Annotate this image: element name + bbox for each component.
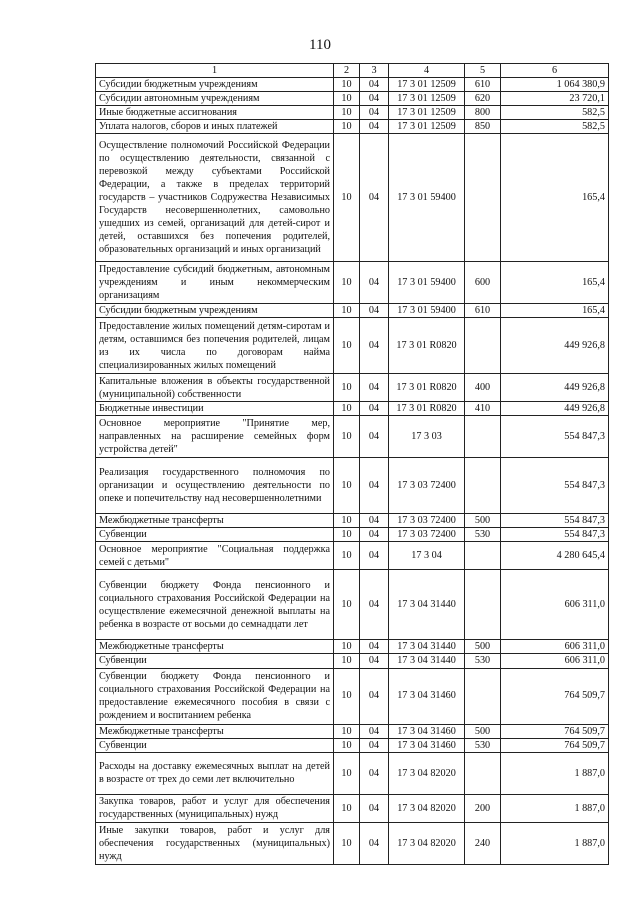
budget-table [95, 63, 609, 865]
amount-cell: 764 509,7 [501, 668, 609, 724]
table-row [96, 570, 609, 640]
table-row [96, 654, 609, 668]
amount-cell: 4 280 645,4 [501, 542, 609, 570]
section-cell: 10 [334, 822, 360, 864]
row-name-cell: Уплата налогов, сборов и иных платежей [96, 120, 334, 134]
target-cell: 17 3 01 12509 [389, 78, 465, 92]
table-header-row [96, 64, 609, 78]
target-cell: 17 3 01 R0820 [389, 402, 465, 416]
subsection-cell: 04 [360, 822, 389, 864]
amount-cell: 165,4 [501, 304, 609, 318]
amount-cell: 606 311,0 [501, 640, 609, 654]
target-cell: 17 3 01 12509 [389, 106, 465, 120]
table-row [96, 402, 609, 416]
expense-type-cell: 800 [465, 106, 501, 120]
subsection-cell: 04 [360, 514, 389, 528]
column-header: 3 [360, 64, 389, 78]
table-row [96, 374, 609, 402]
expense-type-cell: 200 [465, 794, 501, 822]
target-cell: 17 3 01 12509 [389, 92, 465, 106]
section-cell: 10 [334, 402, 360, 416]
column-header: 6 [501, 64, 609, 78]
section-cell: 10 [334, 794, 360, 822]
row-name-cell: Субвенции [96, 528, 334, 542]
table-row [96, 668, 609, 724]
amount-cell: 554 847,3 [501, 514, 609, 528]
section-cell: 10 [334, 78, 360, 92]
row-name-cell: Субвенции бюджету Фонда пенсионного и социального страхования Российской Федерации на осуществление ежемесячной денежной выплаты на ребенка в возрасте от восьми до семнадцати лет [96, 570, 334, 640]
target-cell: 17 3 01 R0820 [389, 318, 465, 374]
section-cell: 10 [334, 134, 360, 262]
column-header: 1 [96, 64, 334, 78]
subsection-cell: 04 [360, 120, 389, 134]
row-name-cell: Реализация государственного полномочия по организации и осуществлению деятельности по опеке и попечительству над несовершеннолетними [96, 458, 334, 514]
table-row [96, 78, 609, 92]
section-cell: 10 [334, 668, 360, 724]
target-cell: 17 3 03 72400 [389, 514, 465, 528]
row-name-cell: Основное мероприятие "Социальная поддержка семей с детьми" [96, 542, 334, 570]
subsection-cell: 04 [360, 738, 389, 752]
expense-type-cell [465, 570, 501, 640]
target-cell: 17 3 01 59400 [389, 304, 465, 318]
table-row [96, 794, 609, 822]
amount-cell: 449 926,8 [501, 402, 609, 416]
row-name-cell: Предоставление жилых помещений детям-сиротам и детям, оставшимся без попечения родителей, лицам из их числа по договорам найма специализированных жилых помещений [96, 318, 334, 374]
subsection-cell: 04 [360, 752, 389, 794]
target-cell: 17 3 04 31460 [389, 668, 465, 724]
expense-type-cell [465, 134, 501, 262]
table-row [96, 640, 609, 654]
amount-cell: 554 847,3 [501, 416, 609, 458]
amount-cell: 1 887,0 [501, 822, 609, 864]
subsection-cell: 04 [360, 570, 389, 640]
subsection-cell: 04 [360, 542, 389, 570]
row-name-cell: Капитальные вложения в объекты государственной (муниципальной) собственности [96, 374, 334, 402]
table-row [96, 120, 609, 134]
expense-type-cell [465, 458, 501, 514]
table-row [96, 724, 609, 738]
section-cell: 10 [334, 514, 360, 528]
row-name-cell: Основное мероприятие "Принятие мер, направленных на расширение семейных форм устройства детей" [96, 416, 334, 458]
target-cell: 17 3 04 82020 [389, 752, 465, 794]
table-row [96, 458, 609, 514]
subsection-cell: 04 [360, 668, 389, 724]
row-name-cell: Иные бюджетные ассигнования [96, 106, 334, 120]
amount-cell: 165,4 [501, 262, 609, 304]
target-cell: 17 3 04 31460 [389, 724, 465, 738]
subsection-cell: 04 [360, 106, 389, 120]
table-row [96, 92, 609, 106]
row-name-cell: Субвенции [96, 738, 334, 752]
expense-type-cell: 620 [465, 92, 501, 106]
expense-type-cell [465, 318, 501, 374]
amount-cell: 1 064 380,9 [501, 78, 609, 92]
expense-type-cell: 500 [465, 640, 501, 654]
expense-type-cell: 530 [465, 738, 501, 752]
table-row [96, 134, 609, 262]
expense-type-cell: 530 [465, 654, 501, 668]
target-cell: 17 3 04 82020 [389, 822, 465, 864]
subsection-cell: 04 [360, 528, 389, 542]
target-cell: 17 3 01 R0820 [389, 374, 465, 402]
subsection-cell: 04 [360, 402, 389, 416]
expense-type-cell: 410 [465, 402, 501, 416]
subsection-cell: 04 [360, 262, 389, 304]
table-row [96, 106, 609, 120]
section-cell: 10 [334, 570, 360, 640]
section-cell: 10 [334, 92, 360, 106]
section-cell: 10 [334, 654, 360, 668]
expense-type-cell [465, 416, 501, 458]
page-number: 110 [309, 37, 331, 53]
target-cell: 17 3 04 [389, 542, 465, 570]
row-name-cell: Иные закупки товаров, работ и услуг для обеспечения государственных (муниципальных) нужд [96, 822, 334, 864]
subsection-cell: 04 [360, 724, 389, 738]
target-cell: 17 3 04 82020 [389, 794, 465, 822]
row-name-cell: Субсидии бюджетным учреждениям [96, 78, 334, 92]
amount-cell: 554 847,3 [501, 458, 609, 514]
section-cell: 10 [334, 262, 360, 304]
row-name-cell: Бюджетные инвестиции [96, 402, 334, 416]
section-cell: 10 [334, 542, 360, 570]
table-row [96, 528, 609, 542]
section-cell: 10 [334, 416, 360, 458]
target-cell: 17 3 01 59400 [389, 262, 465, 304]
subsection-cell: 04 [360, 458, 389, 514]
target-cell: 17 3 04 31440 [389, 654, 465, 668]
row-name-cell: Субвенции бюджету Фонда пенсионного и социального страхования Российской Федерации на предоставление ежемесячного пособия в связи с рождением и воспитанием ребенка [96, 668, 334, 724]
amount-cell: 764 509,7 [501, 724, 609, 738]
row-name-cell: Межбюджетные трансферты [96, 640, 334, 654]
table-row [96, 318, 609, 374]
row-name-cell: Субсидии автономным учреждениям [96, 92, 334, 106]
expense-type-cell [465, 542, 501, 570]
amount-cell: 554 847,3 [501, 528, 609, 542]
row-name-cell: Расходы на доставку ежемесячных выплат на детей в возрасте от трех до семи лет включительно [96, 752, 334, 794]
amount-cell: 1 887,0 [501, 752, 609, 794]
table-row [96, 822, 609, 864]
subsection-cell: 04 [360, 374, 389, 402]
target-cell: 17 3 04 31440 [389, 570, 465, 640]
target-cell: 17 3 03 72400 [389, 528, 465, 542]
subsection-cell: 04 [360, 78, 389, 92]
expense-type-cell: 400 [465, 374, 501, 402]
expense-type-cell: 240 [465, 822, 501, 864]
section-cell: 10 [334, 106, 360, 120]
expense-type-cell: 610 [465, 304, 501, 318]
table-row [96, 416, 609, 458]
amount-cell: 582,5 [501, 106, 609, 120]
table-row [96, 542, 609, 570]
table-row [96, 514, 609, 528]
target-cell: 17 3 04 31440 [389, 640, 465, 654]
row-name-cell: Осуществление полномочий Российской Федерации по осуществлению деятельности, связанной с перевозкой между субъектами Российской Федерации, а также в пределах территорий государств – участников Содружества Независимых Государств несовершеннолетних, самовольно ушедших из семей, организаций для детей-сирот и детей, оставшихся без попечения родителей, образовательных организаций и иных организаций [96, 134, 334, 262]
subsection-cell: 04 [360, 318, 389, 374]
section-cell: 10 [334, 120, 360, 134]
section-cell: 10 [334, 528, 360, 542]
amount-cell: 582,5 [501, 120, 609, 134]
table-row [96, 304, 609, 318]
row-name-cell: Предоставление субсидий бюджетным, автономным учреждениям и иным некоммерческим организациям [96, 262, 334, 304]
row-name-cell: Межбюджетные трансферты [96, 724, 334, 738]
column-header: 2 [334, 64, 360, 78]
section-cell: 10 [334, 304, 360, 318]
amount-cell: 23 720,1 [501, 92, 609, 106]
column-header: 5 [465, 64, 501, 78]
expense-type-cell [465, 668, 501, 724]
amount-cell: 449 926,8 [501, 374, 609, 402]
subsection-cell: 04 [360, 134, 389, 262]
section-cell: 10 [334, 738, 360, 752]
expense-type-cell: 610 [465, 78, 501, 92]
table-row [96, 262, 609, 304]
target-cell: 17 3 04 31460 [389, 738, 465, 752]
target-cell: 17 3 01 59400 [389, 134, 465, 262]
row-name-cell: Закупка товаров, работ и услуг для обеспечения государственных (муниципальных) нужд [96, 794, 334, 822]
amount-cell: 764 509,7 [501, 738, 609, 752]
subsection-cell: 04 [360, 92, 389, 106]
row-name-cell: Субвенции [96, 654, 334, 668]
section-cell: 10 [334, 640, 360, 654]
row-name-cell: Субсидии бюджетным учреждениям [96, 304, 334, 318]
expense-type-cell: 530 [465, 528, 501, 542]
amount-cell: 1 887,0 [501, 794, 609, 822]
subsection-cell: 04 [360, 794, 389, 822]
section-cell: 10 [334, 752, 360, 794]
table-row [96, 738, 609, 752]
expense-type-cell [465, 752, 501, 794]
subsection-cell: 04 [360, 640, 389, 654]
amount-cell: 449 926,8 [501, 318, 609, 374]
amount-cell: 606 311,0 [501, 570, 609, 640]
column-header: 4 [389, 64, 465, 78]
section-cell: 10 [334, 374, 360, 402]
target-cell: 17 3 03 [389, 416, 465, 458]
target-cell: 17 3 03 72400 [389, 458, 465, 514]
table-row [96, 752, 609, 794]
section-cell: 10 [334, 724, 360, 738]
amount-cell: 165,4 [501, 134, 609, 262]
subsection-cell: 04 [360, 654, 389, 668]
expense-type-cell: 500 [465, 724, 501, 738]
section-cell: 10 [334, 318, 360, 374]
subsection-cell: 04 [360, 304, 389, 318]
subsection-cell: 04 [360, 416, 389, 458]
amount-cell: 606 311,0 [501, 654, 609, 668]
section-cell: 10 [334, 458, 360, 514]
target-cell: 17 3 01 12509 [389, 120, 465, 134]
expense-type-cell: 600 [465, 262, 501, 304]
row-name-cell: Межбюджетные трансферты [96, 514, 334, 528]
expense-type-cell: 850 [465, 120, 501, 134]
expense-type-cell: 500 [465, 514, 501, 528]
